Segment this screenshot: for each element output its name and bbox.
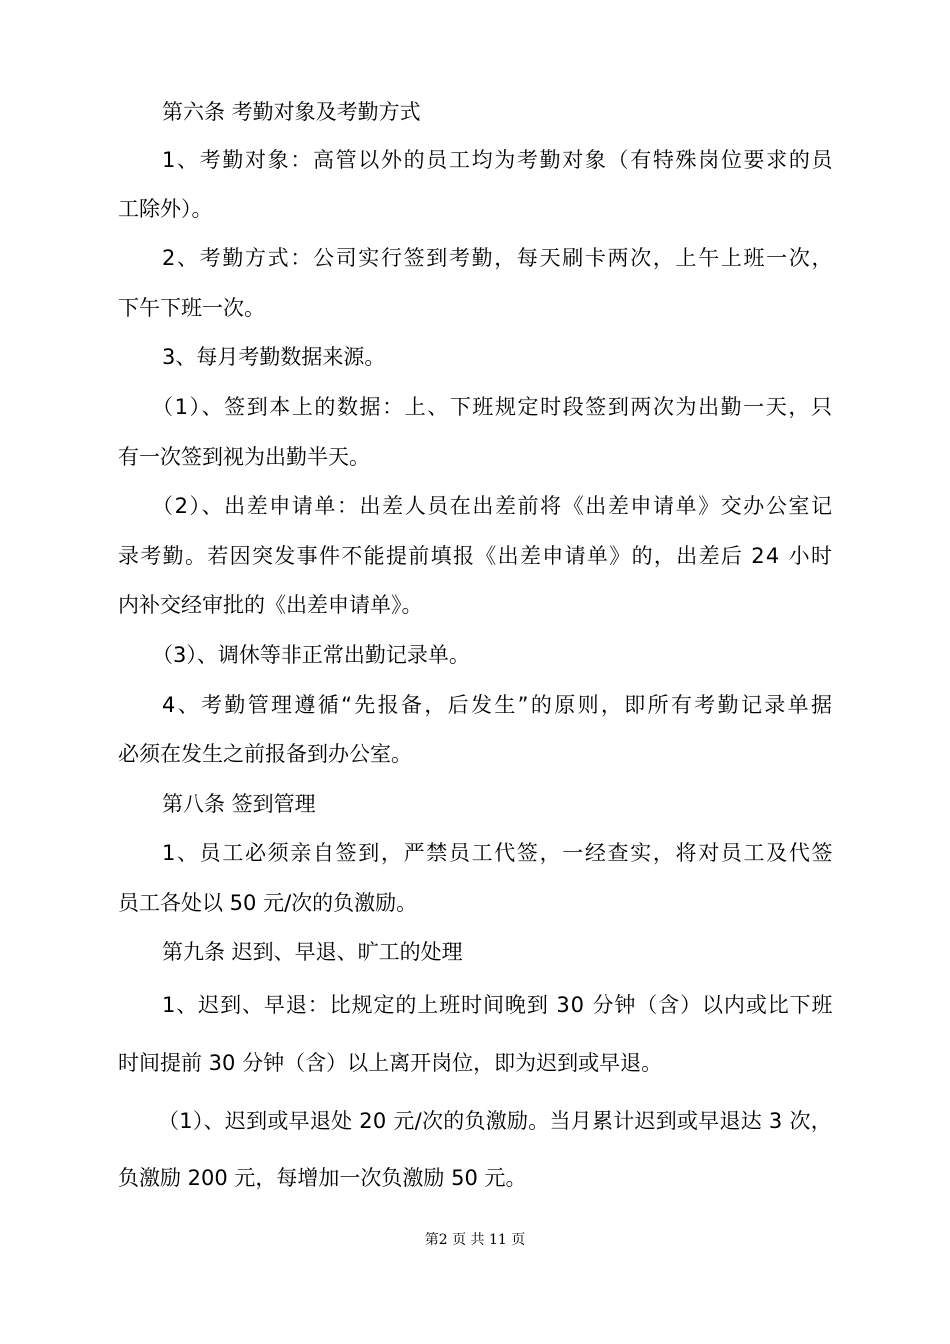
paragraph-line: 必须在发生之前报备到办公室。	[118, 742, 412, 766]
paragraph-line: 4、考勤管理遵循“先报备，后发生”的原则，即所有考勤记录单据	[162, 693, 835, 717]
paragraph-line: 1、员工必须亲自签到，严禁员工代签，一经查实，将对员工及代签	[162, 841, 835, 865]
paragraph-line: 下午下班一次。	[118, 296, 265, 320]
section-heading-8: 第八条 签到管理	[162, 792, 316, 816]
paragraph-line: 录考勤。若因突发事件不能提前填报《出差申请单》的，出差后 24 小时	[118, 544, 834, 568]
paragraph-line: 员工各处以 50 元/次的负激励。	[118, 891, 418, 915]
paragraph-line: （3）、调休等非正常出勤记录单。	[152, 643, 470, 667]
paragraph-line: 负激励 200 元，每增加一次负激励 50 元。	[118, 1166, 527, 1190]
paragraph-line: （2）、出差申请单：出差人员在出差前将《出差申请单》交办公室记	[152, 494, 834, 518]
paragraph-line: 时间提前 30 分钟（含）以上离开岗位，即为迟到或早退。	[118, 1051, 663, 1075]
paragraph-line: 2、考勤方式：公司实行签到考勤，每天刷卡两次，上午上班一次，	[162, 246, 835, 270]
paragraph-line: 工除外）。	[118, 197, 213, 221]
page-footer: 第2 页 共 11 页	[424, 1232, 526, 1248]
paragraph-line: （1）、迟到或早退处 20 元/次的负激励。当月累计迟到或早退达 3 次，	[158, 1109, 832, 1133]
paragraph-line: 内补交经审批的《出差申请单》。	[118, 593, 423, 617]
paragraph-line: （1）、签到本上的数据：上、下班规定时段签到两次为出勤一天，只	[152, 395, 834, 419]
paragraph-line: 3、每月考勤数据来源。	[162, 345, 386, 369]
paragraph-line: 1、考勤对象：高管以外的员工均为考勤对象（有特殊岗位要求的员	[162, 148, 835, 172]
paragraph-line: 有一次签到视为出勤半天。	[118, 445, 370, 469]
paragraph-line: 1、迟到、早退：比规定的上班时间晚到 30 分钟（含）以内或比下班	[162, 993, 834, 1017]
section-heading-6: 第六条 考勤对象及考勤方式	[162, 100, 421, 124]
section-heading-9: 第九条 迟到、早退、旷工的处理	[162, 940, 463, 964]
